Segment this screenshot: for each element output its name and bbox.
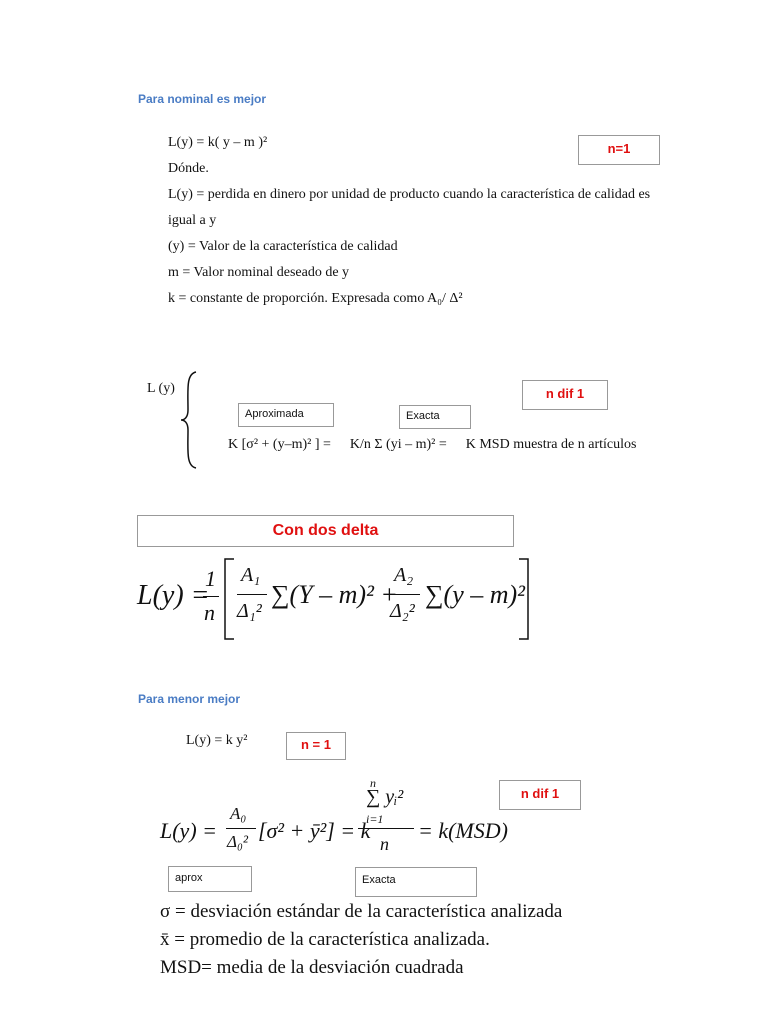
frac-den: n — [204, 600, 215, 625]
menor-definitions — [160, 898, 680, 982]
def-k: k = constante de proporción. Expresada como A₀/ Δ² — [168, 291, 463, 306]
d0: Δ₀² — [227, 832, 248, 851]
lhs-menor: L(y) = — [160, 818, 217, 843]
def-y: (y) = Valor de la característica de calidad — [168, 239, 398, 254]
bracket-expr: [σ² + ȳ²] = k — [258, 818, 371, 843]
heading-menor-mejor: Para menor mejor — [138, 692, 241, 706]
sum-den: n — [380, 834, 389, 854]
tag-ndif1: n dif 1 — [522, 380, 608, 410]
menor-formula: L(y) = k y² — [186, 733, 248, 748]
def-ly-cont: igual a y — [168, 213, 217, 228]
a2: A₂ — [394, 564, 414, 586]
d1: Δ₁² — [237, 600, 262, 622]
frac-bar — [203, 596, 219, 597]
sum-expr: ∑ yᵢ² — [366, 786, 404, 808]
sum-bar — [358, 828, 414, 829]
ly-label: L (y) — [147, 381, 175, 396]
d2: Δ₂² — [390, 600, 415, 622]
sum2: ∑(y – m)² — [425, 580, 525, 609]
lhs: L(y) = — [137, 580, 210, 611]
a0-bar — [226, 828, 256, 829]
frac-num: 1 — [205, 566, 216, 591]
a1: A₁ — [241, 564, 261, 586]
loss-formula: L(y) = k( y – m )² — [168, 135, 268, 150]
curly-brace — [178, 370, 202, 470]
left-bracket — [222, 558, 236, 640]
exacta-label: Exacta — [399, 405, 471, 429]
a0: A₀ — [230, 804, 247, 823]
two-delta-formula — [137, 558, 537, 640]
aprox-label: aprox — [168, 866, 252, 892]
def-xbar: x̄ = promedio de la característica analizada. — [160, 929, 490, 950]
exacta-label-menor: Exacta — [355, 867, 477, 897]
menor-formula-full — [160, 776, 520, 866]
expr-exacta: K/n Σ (yi – m)² = — [349, 437, 447, 452]
donde-label: Dónde. — [168, 161, 209, 176]
def-msd: MSD= media de la desviación cuadrada — [160, 957, 464, 978]
def-m: m = Valor nominal deseado de y — [168, 265, 350, 280]
right-bracket — [517, 558, 531, 640]
def-ly: L(y) = perdida en dinero por unidad de producto cuando la característica de calidad es — [168, 187, 651, 202]
tag-dos-delta: Con dos delta — [137, 515, 514, 547]
approx-expression — [228, 432, 636, 458]
heading-nominal: Para nominal es mejor — [138, 92, 267, 106]
rhs-msd: = k(MSD) — [418, 818, 508, 843]
sum-bottom: i=1 — [366, 812, 384, 826]
tag-n1: n=1 — [578, 135, 660, 165]
a2-bar — [390, 594, 420, 595]
expr-msd: K MSD muestra de n artículos — [465, 437, 637, 452]
expr-aprox: K [σ² + (y–m)² ] = — [228, 437, 331, 452]
sum-top: n — [370, 776, 376, 790]
tag-n-equals-1: n = 1 — [286, 732, 346, 760]
a1-bar — [237, 594, 267, 595]
def-sigma: σ = desviación estándar de la característica analizada — [160, 901, 563, 922]
tag-ndif1-menor: n dif 1 — [499, 780, 581, 810]
aproximada-label: Aproximada — [238, 403, 334, 427]
sum1: ∑(Y – m)² + — [271, 580, 398, 609]
